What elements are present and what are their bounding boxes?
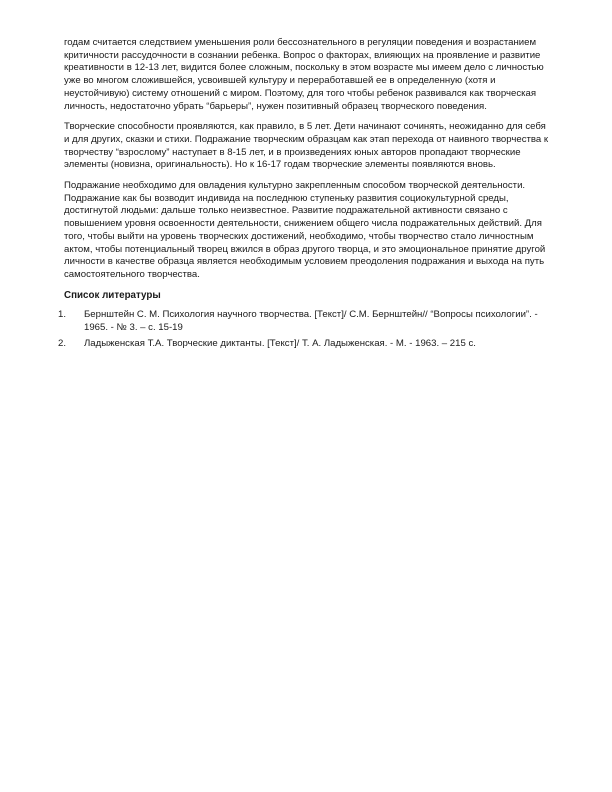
references-list [57, 309, 552, 350]
reference-number: 1. [57, 309, 66, 321]
paragraph-imitation: Подражание необходимо для овладения культурно закрепленным способом творческой деятельности. Подражание как бы возводит индивида на последнюю ступеньку развития социокультурной среды, достигнутой людьми: дальше только неизвестное. Развитие подражательной активности связано с повышением уровня освоенности деятельности, снижением общего числа подражательных действий. Для того, чтобы выйти на уровень творческих достижений, необходимо, чтобы творчество стало личностным актом, чтобы потенциальный творец вжился в образ другого творца, и это эмоциональное принятие другой личности в качестве образца является необходимым условием преодоления подражания и выхода на путь самостоятельного творчества. [64, 180, 546, 280]
reference-item [57, 337, 552, 351]
reference-item [57, 309, 552, 334]
document-page [57, 37, 552, 353]
paragraph-creative-abilities: Творческие способности проявляются, как правило, в 5 лет. Дети начинают сочинять, неожиданно для себя и для других, сказки и стихи. Подражание творческим образцам как этап перехода от наивного творчества к творчеству “взрослому” наступает в 8-15 лет, и в произведениях юных авторов пропадают творческие элементы (новизна, оригинальность). Но к 16-17 годам творческие элементы появляются вновь. [64, 121, 549, 171]
reference-text: Бернштейн С. М. Психология научного творчества. [Текст]/ С.М. Бернштейн// “Вопросы психологии”. - 1965. - № 3. – с. 15-19 [84, 309, 538, 334]
reference-number: 2. [57, 337, 66, 349]
references-heading: Список литературы [64, 289, 161, 301]
paragraph-creativity-factors: годам считается следствием уменьшения роли бессознательного в регуляции поведения и возрастанием критичности рассудочности в сознании ребенка. Вопрос о факторах, влияющих на проявление и развитие креативности в 12-13 лет, видится более сложным, поскольку в этом возрасте мы имеем дело с личностью уже во многом сложившейся, усвоившей культуру и переработавшей ее в определенную (хотя и неустойчивую) систему отношений с миром. Поэтому, для того чтобы ребенок развивался как творческая личность, недостаточно убрать “барьеры”, нужен позитивный образец творческого поведения. [64, 37, 544, 112]
reference-text: Ладыженская Т.А. Творческие диктанты. [Текст]/ Т. А. Ладыженская. - М. - 1963. – 215 с. [84, 337, 476, 349]
